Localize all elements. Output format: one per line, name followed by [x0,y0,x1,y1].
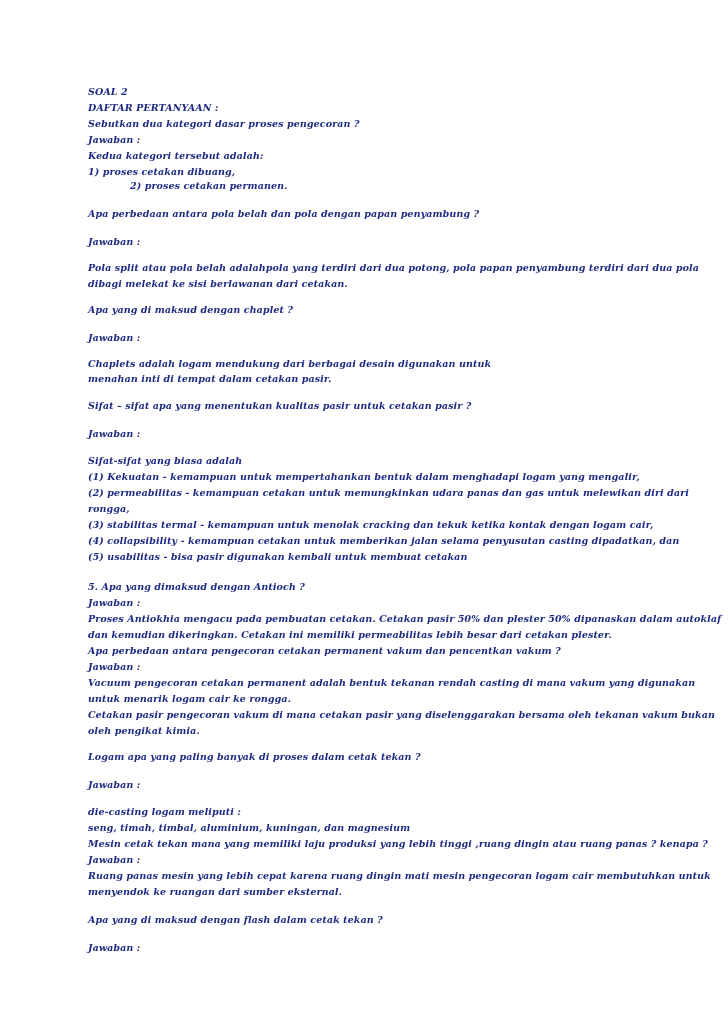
answer-text: Proses Antiokhia mengacu pada pembuatan cetakan. Cetakan pasir 50% dan plester 50% dipanaskan dalam autoklaf [88,614,722,625]
answer-text: Vacuum pengecoran cetakan permanent adalah bentuk tekanan rendah casting di mana vakum yang digunakan [88,678,696,689]
answer-text: die-casting logam meliputi : [88,807,241,818]
answer-text: rongga, [88,504,130,515]
question-text: Sebutkan dua kategori dasar proses pengecoran ? [88,119,360,130]
question-text: Mesin cetak tekan mana yang memiliki laju produksi yang lebih tinggi ,ruang dingin atau ruang panas ? kenapa ? [88,839,708,850]
answer-text: seng, timah, timbal, aluminium, kuningan, dan magnesium [88,823,411,834]
answer-label: Jawaban : [88,333,141,344]
answer-text: 2) proses cetakan permanen. [130,181,288,192]
document-heading: SOAL 2 [88,87,128,98]
answer-text: menahan inti di tempat dalam cetakan pasir. [88,374,332,385]
question-text: 5. Apa yang dimaksud dengan Antioch ? [88,582,305,593]
question-text: Apa yang di maksud dengan flash dalam cetak tekan ? [88,915,383,926]
answer-label: Jawaban : [88,780,141,791]
answer-text: 1) proses cetakan dibuang, [88,167,236,178]
answer-text: (5) usabilitas - bisa pasir digunakan kembali untuk membuat cetakan [88,552,468,563]
answer-label: Jawaban : [88,429,141,440]
answer-text: menyendok ke ruangan dari sumber eksternal. [88,887,342,898]
question-text: Logam apa yang paling banyak di proses dalam cetak tekan ? [88,752,421,763]
question-text: Apa perbedaan antara pola belah dan pola dengan papan penyambung ? [88,209,480,220]
answer-label: Jawaban : [88,662,141,673]
answer-text: oleh pengikat kimia. [88,726,200,737]
answer-text: dan kemudian dikeringkan. Cetakan ini memiliki permeabilitas lebih besar dari cetakan plester. [88,630,612,641]
answer-label: Jawaban : [88,598,141,609]
answer-text: dibagi melekat ke sisi berlawanan dari cetakan. [88,279,348,290]
answer-label: Jawaban : [88,943,141,954]
answer-text: (3) stabilitas termal - kemampuan untuk menolak cracking dan tekuk ketika kontak dengan logam cair, [88,520,654,531]
answer-text: Cetakan pasir pengecoran vakum di mana cetakan pasir yang diselenggarakan bersama oleh tekanan vakum bukan [88,710,715,721]
answer-text: (4) collapsibility - kemampuan cetakan untuk memberikan jalan selama penyusutan casting dipadatkan, dan [88,536,680,547]
question-text: Sifat – sifat apa yang menentukan kualitas pasir untuk cetakan pasir ? [88,401,472,412]
answer-label: Jawaban : [88,237,141,248]
answer-text: Sifat-sifat yang biasa adalah [88,456,243,467]
answer-label: Jawaban : [88,135,141,146]
answer-text: Pola split atau pola belah adalahpola yang terdiri dari dua potong, pola papan penyambung terdiri dari dua pola [88,263,700,274]
answer-text: (2) permeabilitas - kemampuan cetakan untuk memungkinkan udara panas dan gas untuk melewikan diri dari [88,488,689,499]
question-text: Apa perbedaan antara pengecoran cetakan permanent vakum dan pencentkan vakum ? [88,646,561,657]
question-text: Apa yang di maksud dengan chaplet ? [88,305,294,316]
answer-text: (1) Kekuatan - kemampuan untuk mempertahankan bentuk dalam menghadapi logam yang mengalir, [88,472,640,483]
document-subheading: DAFTAR PERTANYAAN : [88,103,219,114]
answer-text: Ruang panas mesin yang lebih cepat karena ruang dingin mati mesin pengecoran logam cair membutuhkan untuk [88,871,711,882]
answer-text: Kedua kategori tersebut adalah: [88,151,264,162]
answer-text: Chaplets adalah logam mendukung dari berbagai desain digunakan untuk [88,359,492,370]
answer-text: untuk menarik logam cair ke rongga. [88,694,292,705]
answer-label: Jawaban : [88,855,141,866]
